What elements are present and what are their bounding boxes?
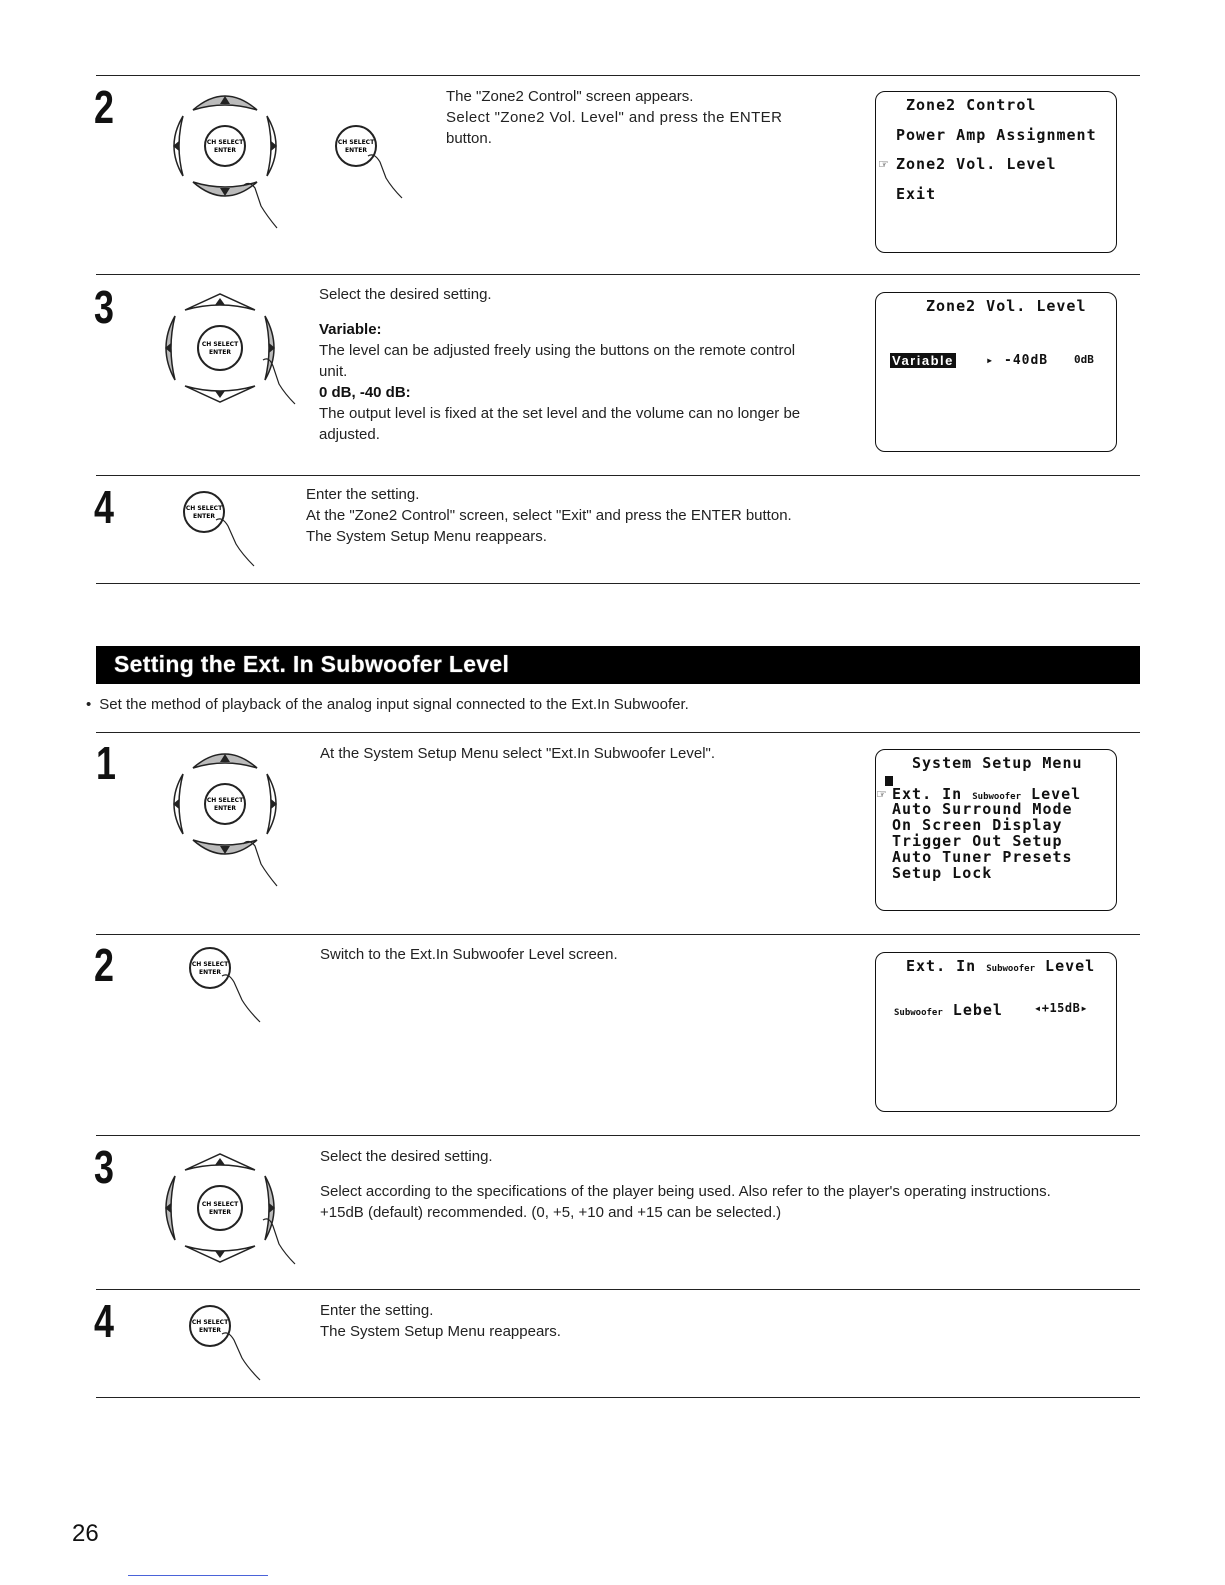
- svg-text:ENTER: ENTER: [209, 349, 231, 356]
- text-line: The output level is fixed at the set level and the volume can no longer be: [319, 405, 801, 422]
- dpad-up-arrow-icon: [193, 96, 257, 110]
- pointing-hand-icon: [243, 183, 277, 228]
- svg-text:ENTER: ENTER: [214, 147, 236, 154]
- dpad-down-arrow-icon: [193, 182, 257, 196]
- step-text: [319, 284, 859, 445]
- svg-text:CH SELECT: CH SELECT: [201, 341, 239, 348]
- step-text: [446, 86, 846, 149]
- enter-button-illustration: [330, 120, 420, 200]
- osd-item: Auto Tuner Presets: [892, 848, 1073, 866]
- osd-item: Setup Lock: [892, 864, 993, 882]
- text-line: The System Setup Menu reappears.: [306, 528, 547, 545]
- osd-title: System Setup Menu: [912, 754, 1083, 772]
- enter-button-illustration: [178, 486, 278, 576]
- osd-screen-ext-in-subwoofer-level: [875, 952, 1117, 1112]
- text-heading: Variable:: [319, 321, 382, 338]
- text-line: The "Zone2 Control" screen appears.: [446, 88, 694, 105]
- enter-button-icon: [198, 326, 242, 370]
- text-line: Select the desired setting.: [320, 1148, 493, 1165]
- divider: [96, 274, 1140, 275]
- osd-title: Zone2 Control: [906, 96, 1037, 114]
- step-text: At the System Setup Menu select "Ext.In Subwoofer Level".: [320, 745, 716, 762]
- osd-item-selected: Ext. In Subwoofer Level: [892, 785, 1082, 803]
- svg-text:ENTER: ENTER: [214, 805, 236, 812]
- step-number: 2: [94, 939, 114, 991]
- svg-text:ENTER: ENTER: [209, 1209, 231, 1216]
- text-heading: 0 dB, -40 dB:: [319, 384, 411, 401]
- svg-text:ENTER: ENTER: [345, 147, 367, 154]
- divider: [96, 475, 1140, 476]
- osd-option: 0dB: [1074, 353, 1094, 366]
- osd-screen-zone2-control: [875, 91, 1117, 253]
- bullet-icon: •: [86, 696, 92, 713]
- enter-button-icon: [205, 784, 245, 824]
- osd-item: On Screen Display: [892, 816, 1063, 834]
- enter-button-icon: [198, 1186, 242, 1230]
- osd-row-value: ◂+15dB▸: [1034, 1001, 1089, 1015]
- text-line: +15dB (default) recommended. (0, +5, +10 and +15 can be selected.): [320, 1204, 782, 1221]
- osd-option: -40dB: [1004, 353, 1049, 368]
- step-number: 4: [94, 481, 114, 533]
- osd-screen-zone2-vol-level: [875, 292, 1117, 452]
- pointing-hand-icon: [243, 841, 277, 886]
- divider: [96, 1397, 1140, 1398]
- osd-row-label: Subwoofer Lebel: [894, 1001, 1003, 1019]
- svg-text:ENTER: ENTER: [199, 1327, 221, 1334]
- svg-text:CH SELECT: CH SELECT: [185, 505, 223, 512]
- divider: [96, 732, 1140, 733]
- dpad-remote-illustration: [165, 88, 295, 228]
- osd-item: Zone2 Vol. Level: [896, 155, 1057, 173]
- step-number: 4: [94, 1295, 114, 1347]
- svg-text:ENTER: ENTER: [199, 969, 221, 976]
- osd-arrow-icon: ▸: [986, 353, 995, 367]
- step-number: 3: [94, 1141, 114, 1193]
- text-line: The level can be adjusted freely using the buttons on the remote control: [319, 342, 796, 359]
- divider: [96, 583, 1140, 584]
- svg-text:CH SELECT: CH SELECT: [191, 1319, 229, 1326]
- text-line: At the "Zone2 Control" screen, select "Exit" and press the ENTER button.: [306, 507, 792, 524]
- enter-button-icon: [205, 126, 245, 166]
- dpad-down-arrow-icon: [193, 840, 257, 854]
- svg-text:CH SELECT: CH SELECT: [191, 961, 229, 968]
- divider: [96, 75, 1140, 76]
- pointing-hand-icon: [222, 975, 260, 1022]
- dpad-up-arrow-icon: [193, 754, 257, 768]
- intro-text: Set the method of playback of the analog input signal connected to the Ext.In Subwoofer.: [99, 696, 689, 713]
- dpad-remote-illustration: [165, 746, 295, 886]
- section-intro: [86, 694, 1086, 715]
- text-line: The System Setup Menu reappears.: [320, 1323, 561, 1340]
- osd-selected-option: Variable: [892, 353, 954, 368]
- step-number: 2: [94, 81, 114, 133]
- osd-item: Power Amp Assignment: [896, 126, 1097, 144]
- text-line: Select the desired setting.: [319, 286, 492, 303]
- svg-text:CH SELECT: CH SELECT: [201, 1201, 239, 1208]
- section-header-bar: [96, 646, 1140, 684]
- osd-title: Zone2 Vol. Level: [926, 297, 1087, 315]
- divider: [96, 1135, 1140, 1136]
- svg-text:ENTER: ENTER: [193, 513, 215, 520]
- osd-item: Trigger Out Setup: [892, 832, 1063, 850]
- step-text: [320, 1300, 840, 1342]
- divider: [96, 1289, 1140, 1290]
- step-number: 3: [94, 281, 114, 333]
- text-line: Select according to the specifications of the player being used. Also refer to the player's operating instructions.: [320, 1183, 1051, 1200]
- text-line: unit.: [319, 363, 348, 380]
- divider: [96, 934, 1140, 935]
- bottom-link-line: [128, 1575, 268, 1576]
- text-line: button.: [446, 130, 492, 147]
- text-line: Enter the setting.: [320, 1302, 434, 1319]
- svg-text:CH SELECT: CH SELECT: [206, 797, 244, 804]
- osd-cursor-icon: ☞: [879, 155, 890, 173]
- section-title: Setting the Ext. In Subwoofer Level: [114, 651, 510, 677]
- dpad-remote-illustration: [155, 1150, 285, 1290]
- text-line: adjusted.: [319, 426, 380, 443]
- pointing-hand-icon: [222, 1333, 260, 1380]
- osd-title: Ext. In Subwoofer Level: [906, 957, 1096, 975]
- osd-item: Exit: [896, 185, 937, 203]
- svg-text:CH SELECT: CH SELECT: [206, 139, 244, 146]
- page-number: 26: [72, 1520, 99, 1547]
- step-text: [306, 484, 926, 547]
- enter-button-illustration: [184, 942, 284, 1032]
- osd-screen-system-setup-menu: [875, 749, 1117, 911]
- pointing-hand-icon: [368, 155, 402, 198]
- osd-item: Auto Surround Mode: [892, 800, 1073, 818]
- svg-text:CH SELECT: CH SELECT: [337, 139, 375, 146]
- text-line: Enter the setting.: [306, 486, 420, 503]
- enter-button-illustration: [184, 1300, 284, 1390]
- dpad-remote-illustration: [155, 290, 285, 430]
- text-line: Select "Zone2 Vol. Level" and press the ENTER: [446, 109, 783, 126]
- step-number: 1: [96, 737, 116, 789]
- step-text: [320, 1146, 1135, 1223]
- pointing-hand-icon: [216, 519, 254, 566]
- osd-cursor-icon: ☞: [877, 785, 888, 803]
- step-text: Switch to the Ext.In Subwoofer Level screen.: [320, 946, 618, 963]
